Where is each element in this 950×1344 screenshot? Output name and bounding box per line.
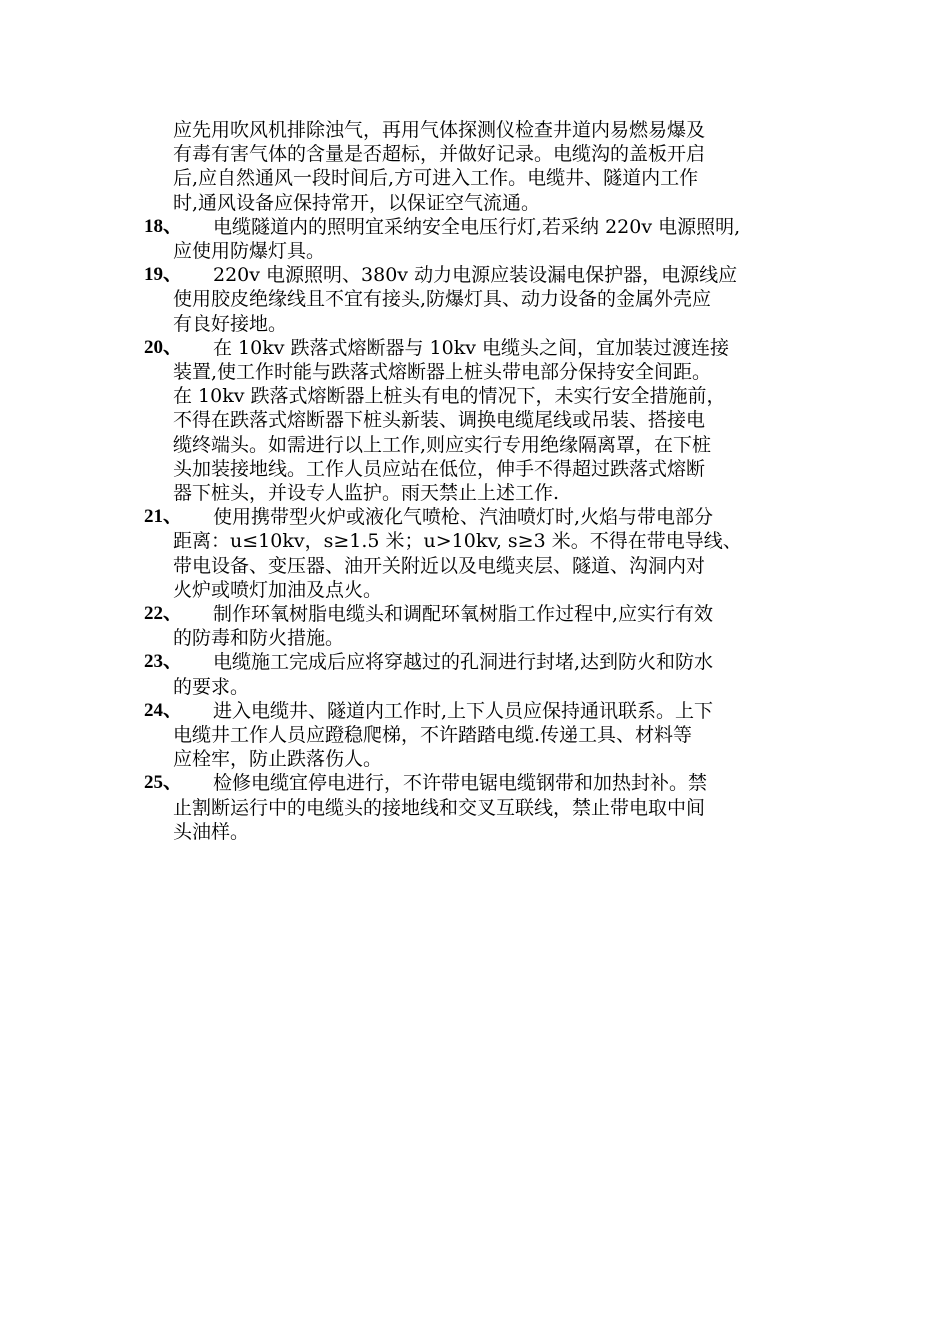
text-line: 器下桩头，并设专人监护。雨天禁止上述工作. xyxy=(173,482,560,505)
text-line: 电缆施工完成后应将穿越过的孔洞进行封堵,达到防火和防水 xyxy=(213,651,714,674)
continued-paragraph xyxy=(173,118,823,215)
text-line: 头油样。 xyxy=(173,820,250,843)
text-line: 有良好接地。 xyxy=(173,312,288,335)
item-number: 21、 xyxy=(144,506,183,528)
text-line: 火炉或喷灯加油及点火。 xyxy=(173,578,383,601)
item-number: 25、 xyxy=(144,772,183,794)
text-line: 应先用吹风机排除浊气，再用气体探测仪检查井道内易燃易爆及 xyxy=(173,119,706,141)
list-item-24 xyxy=(144,699,823,772)
list-item-18 xyxy=(144,215,823,263)
text-line: 电缆井工作人员应蹬稳爬梯，不许踏踏电缆.传递工具、材料等 xyxy=(173,724,693,747)
item-number: 18、 xyxy=(144,215,183,237)
text-line: 距离：u≤10kv，s≥1.5 米；u>10kv, s≥3 米。不得在带电导线、 xyxy=(173,530,742,553)
text-line: 头加装接地线。工作人员应站在低位，伸手不得超过跌落式熔断 xyxy=(173,457,706,480)
list-item-19 xyxy=(144,263,823,336)
text-line: 应使用防爆灯具。 xyxy=(173,240,326,263)
text-line: 缆终端头。如需进行以上工作,则应实行专用绝缘隔离罩，在下桩 xyxy=(173,433,712,456)
text-line: 的要求。 xyxy=(173,675,250,698)
item-number: 24、 xyxy=(144,699,183,721)
text-line: 应栓牢，防止跌落伤人。 xyxy=(173,748,383,771)
item-number: 19、 xyxy=(144,264,183,286)
list-item-22 xyxy=(144,602,823,650)
text-line: 装置,使工作时能与跌落式熔断器上桩头带电部分保持安全间距。 xyxy=(173,361,712,384)
text-line: 有毒有害气体的含量是否超标，并做好记录。电缆沟的盖板开启 xyxy=(173,143,706,166)
text-line: 220v 电源照明、380v 动力电源应装设漏电保护器，电源线应 xyxy=(213,264,738,287)
text-line: 不得在跌落式熔断器下桩头新装、调换电缆尾线或吊装、搭接电 xyxy=(173,409,706,432)
text-line: 制作环氧树脂电缆头和调配环氧树脂工作过程中,应实行有效 xyxy=(213,603,714,626)
list-item-25 xyxy=(144,771,823,844)
text-line: 止割断运行中的电缆头的接地线和交叉互联线，禁止带电取中间 xyxy=(173,796,706,819)
text-line: 在 10kv 跌落式熔断器与 10kv 电缆头之间，宜加装过渡连接 xyxy=(213,336,730,359)
text-line: 后,应自然通风一段时间后,方可进入工作。电缆井、隧道内工作 xyxy=(173,167,699,190)
text-line: 在 10kv 跌落式熔断器上桩头有电的情况下，未实行安全措施前， xyxy=(173,385,726,408)
text-line: 带电设备、变压器、油开关附近以及电缆夹层、隧道、沟洞内对 xyxy=(173,554,706,577)
text-line: 使用携带型火炉或液化气喷枪、汽油喷灯时,火焰与带电部分 xyxy=(213,506,714,529)
text-line: 检修电缆宜停电进行，不许带电锯电缆钢带和加热封补。禁 xyxy=(213,772,708,795)
item-number: 23、 xyxy=(144,651,183,673)
list-item-23 xyxy=(144,650,823,698)
list-item-20 xyxy=(144,336,823,505)
item-number: 22、 xyxy=(144,603,183,625)
text-line: 进入电缆井、隧道内工作时,上下人员应保持通讯联系。上下 xyxy=(213,699,714,722)
text-line: 电缆隧道内的照明宜采纳安全电压行灯,若采纳 220v 电源照明, xyxy=(213,215,741,238)
text-line: 使用胶皮绝缘线且不宜有接头,防爆灯具、动力设备的金属外壳应 xyxy=(173,288,712,311)
text-line: 的防毒和防火措施。 xyxy=(173,627,345,650)
text-line: 时,通风设备应保持常开，以保证空气流通。 xyxy=(173,191,541,214)
list-item-21 xyxy=(144,505,823,602)
document-body xyxy=(0,118,950,844)
item-number: 20、 xyxy=(144,336,183,358)
